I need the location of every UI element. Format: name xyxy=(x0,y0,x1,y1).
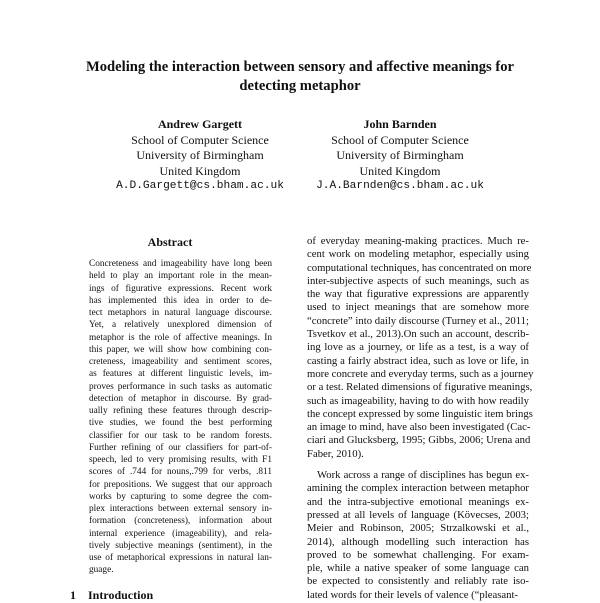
text-line: be expected to consistently and reliably rate iso- xyxy=(307,575,529,588)
text-line: Meier and Robinson, 2005; Strzalkowski et al., xyxy=(307,522,529,535)
text-line: Faber, 2010). xyxy=(307,447,364,460)
text-line: an image to mind, have also been investigated (Cac- xyxy=(307,421,531,434)
paper-title: Modeling the interaction between sensory and affective meanings for detecting metaphor xyxy=(85,59,515,94)
text-line: detection of metaphor in discourse. By grad- xyxy=(89,393,272,404)
text-line: of everyday meaning-making practices. Much re- xyxy=(307,235,529,247)
section-heading xyxy=(70,588,153,603)
section-number: 1 xyxy=(70,588,76,602)
author-country: United Kingdom xyxy=(159,163,241,178)
text-line: Work across a range of disciplines has begun ex- xyxy=(317,469,529,482)
abstract-text xyxy=(89,258,272,577)
text-line: tively subjective meanings (sentiment), in the xyxy=(89,540,272,551)
author-university: University of Birmingham xyxy=(136,148,264,163)
text-line: works by capturing to some degree the com- xyxy=(89,491,272,502)
text-line: held to play an important role in the mean- xyxy=(89,271,272,282)
section-title: Introduction xyxy=(88,588,154,602)
text-line: lated words for their levels of valence (“pleasant- xyxy=(307,588,518,601)
text-line: creteness, imageability and sentiment scores, xyxy=(89,357,272,367)
text-line: or a test. Related dimensions of figurative meanings, xyxy=(307,381,533,394)
text-line: formation (concreteness), information about xyxy=(89,516,272,527)
text-line: speech, led to very promising results, with F1 xyxy=(89,455,272,465)
author-block-2 xyxy=(270,117,530,195)
text-line: the way that figurative expressions are apparently xyxy=(307,288,529,301)
author-name: Andrew Gargett xyxy=(157,117,243,131)
text-line: use of metaphorical expressions in natural lan- xyxy=(89,553,272,563)
text-line: ciari and Glucksberg, 1995; Gibbs, 2006; Urena and xyxy=(307,434,531,447)
text-line: casting a fairly abstract idea, such as love or life, in xyxy=(307,354,529,367)
author-email: J.A.Barnden@cs.bham.ac.uk xyxy=(316,180,484,193)
author-department: School of Computer Science xyxy=(331,132,469,147)
text-line: Further refining of our classifiers for part-of- xyxy=(89,442,272,453)
author-department: School of Computer Science xyxy=(131,132,269,147)
text-line: ually refining these features through descrip- xyxy=(89,406,272,416)
text-line: 2014), although modelling such interaction has xyxy=(307,535,529,548)
text-line: proved to be somewhat challenging. For exam- xyxy=(307,548,529,561)
text-line: inter-subjective aspects of such meanings, such as xyxy=(307,274,529,287)
right-column-text xyxy=(307,235,534,602)
text-line: classifier for our task to be random forests. xyxy=(89,430,272,441)
text-line: computational techniques, has concentrated on more xyxy=(307,261,532,274)
text-line: “concrete” into daily discourse (Turney et al., 2011; xyxy=(307,314,529,327)
text-line: internal experience (imageability), and rela- xyxy=(89,528,272,539)
text-line: ings of figurative expressions. Recent work xyxy=(89,283,272,294)
author-university: University of Birmingham xyxy=(336,148,464,163)
text-line: amining the complex interaction between metaphor xyxy=(307,482,529,495)
paragraph-gap xyxy=(307,461,529,469)
author-name: John Barnden xyxy=(363,117,437,131)
text-line: used to inject meanings that are somehow more xyxy=(307,301,529,314)
text-line: has implemented this idea in order to de- xyxy=(89,295,272,306)
text-line: pressed at all levels of language (Kövecses, 2003; xyxy=(307,508,529,521)
text-line: guage. xyxy=(89,565,114,576)
text-line: such as imageability, having to do with how readily xyxy=(307,394,529,407)
text-line: Tsvetkov et al., 2013).On such an account, describ- xyxy=(307,328,529,341)
text-line: more concrete and everyday terms, such as a journey xyxy=(307,367,534,380)
author-email: A.D.Gargett@cs.bham.ac.uk xyxy=(116,180,284,193)
text-line: as features at different linguistic levels, im- xyxy=(89,369,272,380)
text-line: Concreteness and imageability have long been xyxy=(89,259,272,269)
text-line: proves performance in such tasks as automatic xyxy=(89,381,272,392)
text-line: Yet, a relatively unexplored dimension of xyxy=(89,320,272,331)
text-line: ple, while a native speaker of some language can xyxy=(307,562,529,575)
text-line: scores of .744 for nouns,.799 for verbs, .811 xyxy=(89,467,272,478)
text-line: and the intra-subjective emotional meanings ex- xyxy=(307,495,529,508)
text-line: this paper, we will show how combining con- xyxy=(89,344,272,355)
text-line: tect metaphors in natural language discourse. xyxy=(89,308,272,318)
author-country: United Kingdom xyxy=(359,163,441,178)
text-line: cent work on modeling metaphor, especially using xyxy=(307,248,529,261)
text-line: ing love as a journey, or life as a test, is a way of xyxy=(307,341,529,354)
text-line: for prepositions. We suggest that our approach xyxy=(89,479,272,490)
text-line: the concept expressed by some linguistic item brings xyxy=(307,407,533,420)
text-line: plex interactions between external sensory in- xyxy=(89,504,272,514)
abstract-heading: Abstract xyxy=(147,235,193,249)
text-line: tive studies, we found the best performing xyxy=(89,418,272,429)
text-line: metaphor is the role of affective meanings. In xyxy=(89,332,272,343)
